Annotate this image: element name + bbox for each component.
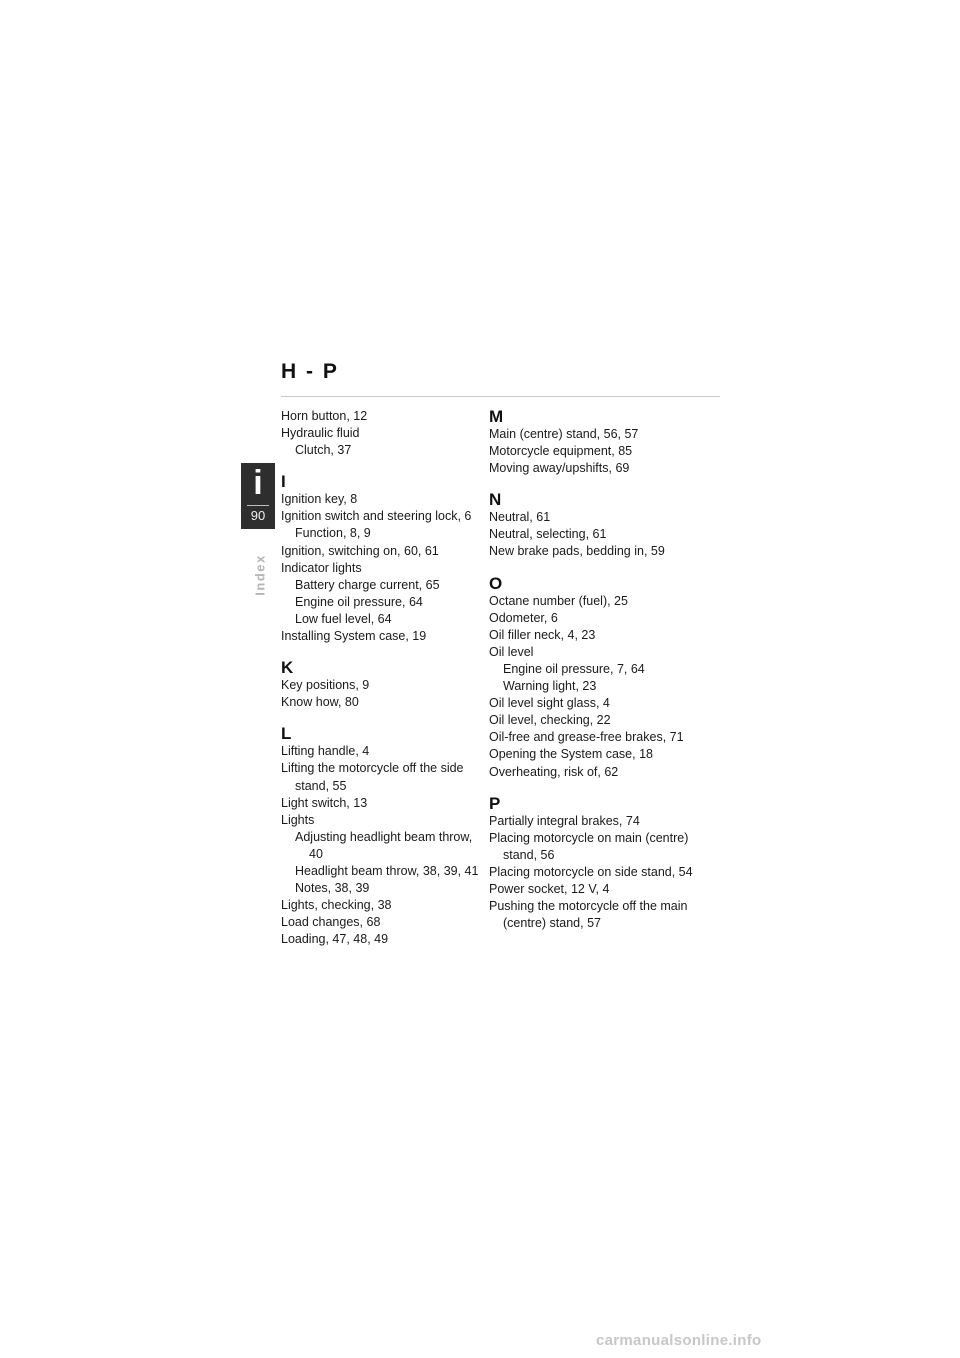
section-letter: L <box>281 724 292 744</box>
index-entry: Oil level <box>489 644 534 659</box>
index-entry: Partially integral brakes, 74 <box>489 813 640 828</box>
index-entry: Know how, 80 <box>281 695 359 710</box>
index-entry: Opening the System case, 18 <box>489 747 653 762</box>
index-section <box>281 459 486 645</box>
index-entry: Ignition, switching on, 60, 61 <box>281 543 439 558</box>
index-entry: Indicator lights <box>281 560 362 575</box>
index-column-right <box>489 408 694 932</box>
index-subentry: Adjusting headlight beam throw, 40 <box>295 829 473 861</box>
index-entry: Oil-free and grease-free brakes, 71 <box>489 730 684 745</box>
index-entry: Oil filler neck, 4, 23 <box>489 627 596 642</box>
index-entry: Pushing the motorcycle off the main (centre) stand, 57 <box>489 899 688 931</box>
index-entry: Key positions, 9 <box>281 678 370 693</box>
index-section <box>281 408 486 459</box>
section-letter: N <box>489 490 502 510</box>
index-section <box>489 477 694 560</box>
watermark: carmanualsonline.info <box>596 1332 762 1349</box>
index-entry: Placing motorcycle on main (centre) stand, 56 <box>489 830 689 862</box>
index-entry: Oil level sight glass, 4 <box>489 696 610 711</box>
index-entry: Hydraulic fluid <box>281 426 360 441</box>
index-entry: Light switch, 13 <box>281 795 368 810</box>
index-entry: Loading, 47, 48, 49 <box>281 932 389 947</box>
section-letter: M <box>489 407 504 426</box>
index-column-left <box>281 408 486 948</box>
page-title: H - P <box>281 360 339 383</box>
section-letter: K <box>281 658 294 678</box>
index-entry: Oil level, checking, 22 <box>489 713 611 728</box>
index-entry: Motorcycle equipment, 85 <box>489 444 633 459</box>
index-entry: Overheating, risk of, 62 <box>489 764 619 779</box>
index-entry: Ignition switch and steering lock, 6 <box>281 509 472 524</box>
index-section <box>281 711 486 948</box>
index-entry: Main (centre) stand, 56, 57 <box>489 427 639 441</box>
index-entry: Load changes, 68 <box>281 915 381 930</box>
index-tab <box>241 463 275 529</box>
index-subentry: Low fuel level, 64 <box>295 611 392 626</box>
index-subentry: Battery charge current, 65 <box>295 577 440 592</box>
index-section <box>281 645 486 711</box>
index-entry: Placing motorcycle on side stand, 54 <box>489 864 693 879</box>
index-entry: New brake pads, bedding in, 59 <box>489 544 665 559</box>
index-entry: Lifting the motorcycle off the side stand, 55 <box>281 761 464 793</box>
index-subentry: Warning light, 23 <box>503 679 597 694</box>
index-entry: Odometer, 6 <box>489 610 558 625</box>
section-letter: O <box>489 573 503 593</box>
index-entry: Installing System case, 19 <box>281 629 427 644</box>
index-entry: Neutral, selecting, 61 <box>489 527 607 542</box>
info-icon: i <box>253 464 263 502</box>
index-entry: Lifting handle, 4 <box>281 744 370 759</box>
index-section <box>489 561 694 781</box>
section-label: Index <box>252 554 268 596</box>
index-subentry: Notes, 38, 39 <box>295 881 370 896</box>
tab-divider <box>247 505 269 506</box>
section-letter: P <box>489 793 501 813</box>
section-letter: I <box>281 472 286 492</box>
index-subentry: Headlight beam throw, 38, 39, 41 <box>295 863 479 878</box>
index-entry: Power socket, 12 V, 4 <box>489 881 610 896</box>
index-entry: Lights, checking, 38 <box>281 898 392 913</box>
index-subentry: Engine oil pressure, 64 <box>295 594 423 609</box>
index-entry: Horn button, 12 <box>281 409 368 423</box>
index-section <box>489 408 694 477</box>
index-entry: Octane number (fuel), 25 <box>489 593 628 608</box>
index-entry: Ignition key, 8 <box>281 492 358 507</box>
page-number: 90 <box>250 508 266 523</box>
index-subentry: Clutch, 37 <box>295 443 352 458</box>
index-entry: Lights <box>281 812 315 827</box>
index-section <box>489 781 694 933</box>
index-entry: Moving away/upshifts, 69 <box>489 461 630 476</box>
index-entry: Neutral, 61 <box>489 510 551 525</box>
index-subentry: Engine oil pressure, 7, 64 <box>503 661 645 676</box>
title-divider <box>281 396 720 397</box>
index-subentry: Function, 8, 9 <box>295 526 371 541</box>
